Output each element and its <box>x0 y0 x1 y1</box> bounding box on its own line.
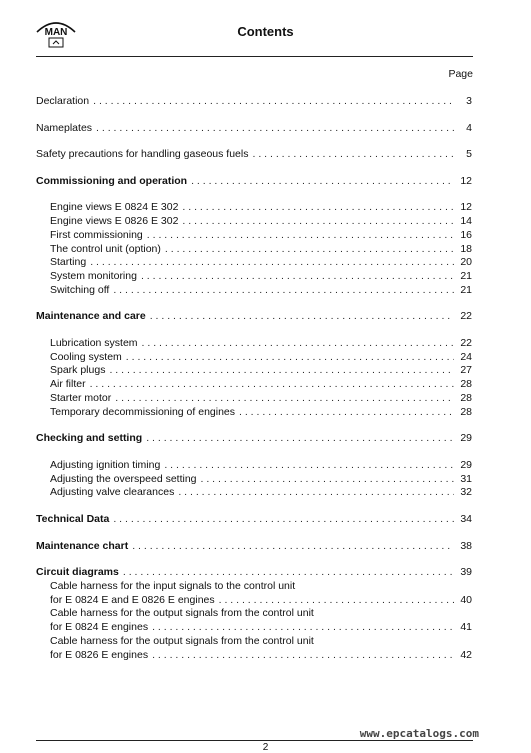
toc-entry-output-harness-0826-line1: Cable harness for the output signals from the control unit <box>50 635 314 647</box>
leader-dots <box>96 121 454 135</box>
toc-section-technical-data[interactable]: Technical Data . . . 34 <box>36 512 472 526</box>
toc-section-checking[interactable]: Checking and setting . . . 29 <box>36 431 472 445</box>
leader-dots <box>142 336 454 350</box>
leader-dots <box>126 350 454 364</box>
leader-dots <box>113 512 454 526</box>
toc-entry-lubrication[interactable]: Lubrication system . . . 22 <box>50 336 472 350</box>
toc-entry-engine-views-0824[interactable]: Engine views E 0824 E 302 . . . 12 <box>50 200 472 214</box>
toc-section-circuit-diagrams[interactable]: Circuit diagrams . . . 39 <box>36 565 472 579</box>
leader-dots <box>164 458 454 472</box>
toc-entry-output-harness-0826[interactable]: for E 0826 E engines . . . 42 <box>50 648 472 662</box>
header-divider <box>36 56 473 57</box>
toc-entry-cooling[interactable]: Cooling system . . . 24 <box>50 350 472 364</box>
toc-entry-air-filter[interactable]: Air filter . . . 28 <box>50 377 472 391</box>
logo-text: MAN <box>44 27 68 38</box>
toc-section-maintenance-chart[interactable]: Maintenance chart . . . 38 <box>36 539 472 553</box>
toc-section-commissioning[interactable]: Commissioning and operation . . . 12 <box>36 174 472 188</box>
toc-entry-nameplates[interactable]: Nameplates . . . 4 <box>36 121 472 135</box>
toc-entry-output-harness-0824-line1: Cable harness for the output signals from the control unit <box>50 607 314 619</box>
leader-dots <box>182 200 454 214</box>
leader-dots <box>165 242 454 256</box>
toc-entry-first-commissioning[interactable]: First commissioning . . . 16 <box>50 228 472 242</box>
toc-entry-starter-motor[interactable]: Starter motor . . . 28 <box>50 391 472 405</box>
toc-entry-spark-plugs[interactable]: Spark plugs . . . 27 <box>50 363 472 377</box>
toc-entry-output-harness-0824[interactable]: for E 0824 E engines . . . 41 <box>50 620 472 634</box>
leader-dots <box>152 620 454 634</box>
toc-entry-engine-views-0826[interactable]: Engine views E 0826 E 302 . . . 14 <box>50 214 472 228</box>
toc-entry-valve-clearances[interactable]: Adjusting valve clearances . . . 32 <box>50 485 472 499</box>
toc-entry-declaration[interactable]: Declaration . . . 3 <box>36 94 472 108</box>
page-title: Contents <box>237 24 294 39</box>
leader-dots <box>147 228 454 242</box>
leader-dots <box>132 539 454 553</box>
leader-dots <box>109 363 454 377</box>
toc-entry-safety-precautions[interactable]: Safety precautions for handling gaseous fuels . . . 5 <box>36 147 472 161</box>
leader-dots <box>123 565 454 579</box>
leader-dots <box>90 377 454 391</box>
toc-entry-switching-off[interactable]: Switching off . . . 21 <box>50 283 472 297</box>
toc-entry-starting[interactable]: Starting . . . 20 <box>50 255 472 269</box>
leader-dots <box>219 593 454 607</box>
leader-dots <box>150 309 454 323</box>
leader-dots <box>252 147 454 161</box>
toc-entry-temporary-decommissioning[interactable]: Temporary decommissioning of engines . . . 28 <box>50 405 472 419</box>
leader-dots <box>152 648 454 662</box>
leader-dots <box>90 255 454 269</box>
toc-entry-input-harness[interactable]: for E 0824 E and E 0826 E engines . . . 40 <box>50 593 472 607</box>
leader-dots <box>146 431 454 445</box>
toc-entry-overspeed[interactable]: Adjusting the overspeed setting . . . 31 <box>50 472 472 486</box>
leader-dots <box>113 283 454 297</box>
page-number: 2 <box>262 742 269 753</box>
leader-dots <box>178 485 454 499</box>
toc-entry-control-unit[interactable]: The control unit (option) . . . 18 <box>50 242 472 256</box>
leader-dots <box>201 472 454 486</box>
toc-entry-input-harness-line1: Cable harness for the input signals to the control unit <box>50 580 296 592</box>
footer-divider <box>36 740 473 741</box>
watermark: www.epcatalogs.com <box>359 727 479 740</box>
page-column-header: Page <box>448 68 473 80</box>
leader-dots <box>93 94 454 108</box>
leader-dots <box>115 391 454 405</box>
leader-dots <box>191 174 454 188</box>
leader-dots <box>141 269 454 283</box>
toc-section-maintenance[interactable]: Maintenance and care . . . 22 <box>36 309 472 323</box>
leader-dots <box>239 405 454 419</box>
toc-entry-ignition-timing[interactable]: Adjusting ignition timing . . . 29 <box>50 458 472 472</box>
toc-entry-system-monitoring[interactable]: System monitoring . . . 21 <box>50 269 472 283</box>
leader-dots <box>182 214 454 228</box>
